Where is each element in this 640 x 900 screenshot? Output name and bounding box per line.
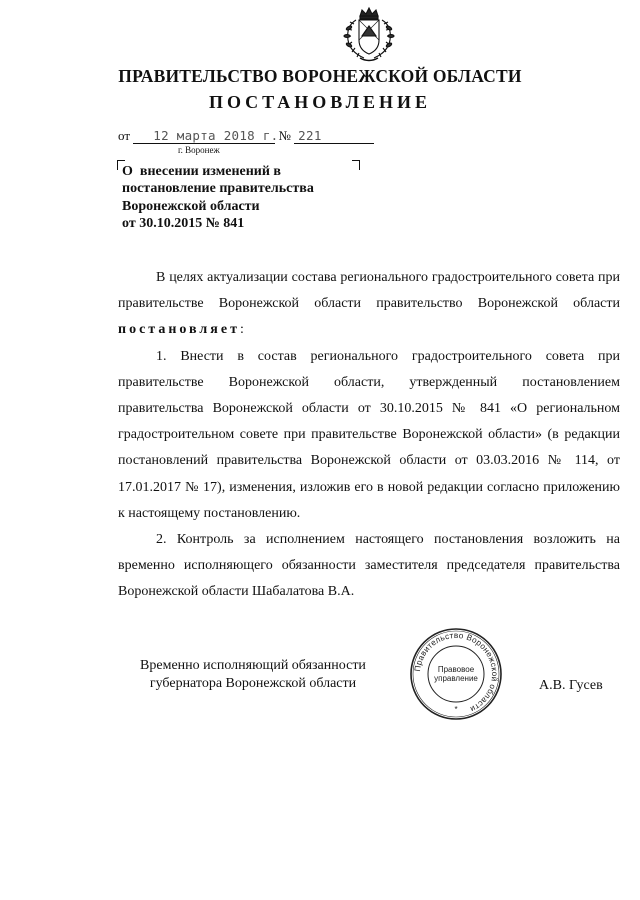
subject-line: Воронежской области [122,198,260,214]
document-date: 12 марта 2018 г. [153,128,279,143]
decree-word: постановляет [118,322,240,338]
item-2-paragraph: 2. Контроль за исполнением настоящего постановления возложить на временно исполняющего обязанности заместителя председателя правительства Воронежской области Шабалатова В.А. [118,532,620,600]
intro-paragraph [118,265,620,344]
svg-text:Правовое: Правовое [437,665,475,674]
intro-text: В целях актуализации состава регионального градостроительного совета при правительстве Воронежской области правительство Воронежской области [118,270,620,312]
position-line: губернатора Воронежской области [149,676,357,691]
coat-of-arms-icon [336,6,402,64]
subject-line: постановление правительства [122,181,314,197]
date-number-line [118,128,374,144]
position-line: Временно исполняющий обязанности [140,658,366,673]
document-type-title: ПОСТАНОВЛЕНИЕ [208,92,432,112]
document-number: 221 [298,128,322,143]
date-prefix: от [118,128,131,143]
svg-text:Правительство Воронежской обла: Правительство Воронежской области [413,630,500,714]
svg-text:управление: управление [434,674,478,683]
svg-text:*: * [454,705,458,714]
signer-name: А.В. Гусев [539,678,603,693]
document-subject [122,163,362,233]
signer-position [128,657,378,693]
government-title: ПРАВИТЕЛЬСТВО ВОРОНЕЖСКОЙ ОБЛАСТИ [118,66,522,86]
intro-end: : [239,322,244,338]
document-body [118,265,620,606]
item-1-paragraph: 1. Внести в состав регионального градостроительного совета при правительстве Воронежской области, утвержденный постановлением правительства Воронежской области от 30.10.2015 № 841 «О региональном градостроительном совете при правительстве Воронежской области» (в редакции постановлений правительства Воронежской области от 03.03.2016 № 114, от 17.01.2017 № 17), изменения, изложив его в новой редакции согласно приложению к настоящему постановлению. [118,348,620,521]
subject-line: О внесении изменений в [122,164,281,179]
city-label: г. Воронеж [178,145,220,155]
official-seal-stamp [409,627,503,721]
subject-line: от 30.10.2015 № 841 [122,216,245,232]
number-sign: № [278,128,291,143]
